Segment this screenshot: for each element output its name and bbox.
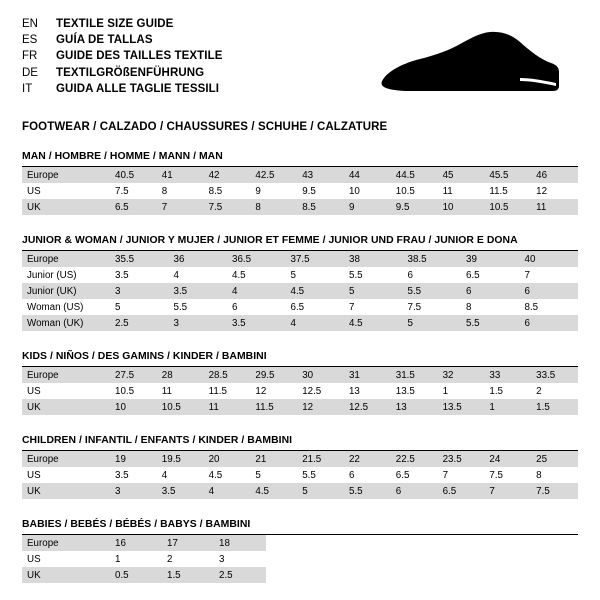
table-row bbox=[22, 283, 578, 299]
row-label: Junior (US) bbox=[22, 267, 110, 283]
cell: 40 bbox=[520, 251, 579, 267]
cell: 8 bbox=[250, 199, 297, 215]
cell: 4.5 bbox=[227, 267, 286, 283]
size-table bbox=[22, 535, 578, 583]
cell: 6 bbox=[461, 283, 520, 299]
cell: 3.5 bbox=[110, 467, 157, 483]
cell: 1 bbox=[484, 399, 531, 415]
size-table bbox=[22, 367, 578, 415]
size-table-babies bbox=[22, 519, 578, 583]
footwear-section-title: FOOTWEAR / CALZADO / CHAUSSURES / SCHUHE / CALZATURE bbox=[22, 121, 388, 133]
dress-shoe-icon bbox=[370, 30, 560, 107]
cell-empty bbox=[474, 567, 526, 583]
cell: 46 bbox=[531, 167, 578, 183]
cell: 1.5 bbox=[531, 399, 578, 415]
table-row bbox=[22, 551, 578, 567]
cell: 38.5 bbox=[403, 251, 462, 267]
cell: 10.5 bbox=[157, 399, 204, 415]
row-label: UK bbox=[22, 199, 110, 215]
cell: 10.5 bbox=[391, 183, 438, 199]
row-label: Europe bbox=[22, 251, 110, 267]
cell: 3 bbox=[110, 483, 157, 499]
table-title: BABIES / BEBÉS / BÉBÉS / BABYS / BAMBINI bbox=[22, 519, 578, 535]
cell-empty bbox=[474, 535, 526, 551]
cell: 9 bbox=[344, 199, 391, 215]
cell: 31.5 bbox=[391, 367, 438, 383]
size-table bbox=[22, 451, 578, 499]
cell: 18 bbox=[214, 535, 266, 551]
cell-empty bbox=[370, 535, 422, 551]
cell-empty bbox=[318, 567, 370, 583]
cell: 6 bbox=[403, 267, 462, 283]
size-table-kids bbox=[22, 351, 578, 415]
cell: 4 bbox=[204, 483, 251, 499]
cell: 45 bbox=[438, 167, 485, 183]
row-label: Europe bbox=[22, 451, 110, 467]
table-row bbox=[22, 299, 578, 315]
size-table bbox=[22, 251, 578, 331]
cell: 6.5 bbox=[391, 467, 438, 483]
cell: 4 bbox=[286, 315, 345, 331]
cell: 11 bbox=[157, 383, 204, 399]
cell: 11.5 bbox=[484, 183, 531, 199]
cell: 11 bbox=[204, 399, 251, 415]
cell: 2.5 bbox=[214, 567, 266, 583]
cell: 4 bbox=[169, 267, 228, 283]
cell: 43 bbox=[297, 167, 344, 183]
cell: 6.5 bbox=[110, 199, 157, 215]
cell: 8.5 bbox=[520, 299, 579, 315]
cell: 5 bbox=[110, 299, 169, 315]
language-title: TEXTILE SIZE GUIDE bbox=[56, 18, 174, 30]
table-row bbox=[22, 535, 578, 551]
cell: 8.5 bbox=[297, 199, 344, 215]
table-row bbox=[22, 483, 578, 499]
language-code: FR bbox=[22, 50, 38, 63]
cell: 3.5 bbox=[169, 283, 228, 299]
cell: 28.5 bbox=[204, 367, 251, 383]
cell: 24 bbox=[484, 451, 531, 467]
cell: 0.5 bbox=[110, 567, 162, 583]
table-row bbox=[22, 167, 578, 183]
cell: 23.5 bbox=[438, 451, 485, 467]
cell: 40.5 bbox=[110, 167, 157, 183]
table-row bbox=[22, 567, 578, 583]
row-label: UK bbox=[22, 483, 110, 499]
cell: 9.5 bbox=[297, 183, 344, 199]
cell: 3 bbox=[169, 315, 228, 331]
cell: 7.5 bbox=[204, 199, 251, 215]
cell-empty bbox=[370, 567, 422, 583]
cell: 4.5 bbox=[204, 467, 251, 483]
cell: 7 bbox=[157, 199, 204, 215]
cell: 20 bbox=[204, 451, 251, 467]
language-title-list bbox=[22, 16, 223, 97]
cell: 3.5 bbox=[227, 315, 286, 331]
cell: 7 bbox=[520, 267, 579, 283]
cell: 13 bbox=[391, 399, 438, 415]
row-label: Europe bbox=[22, 167, 110, 183]
cell: 12 bbox=[531, 183, 578, 199]
table-row bbox=[22, 399, 578, 415]
cell: 28 bbox=[157, 367, 204, 383]
table-title: JUNIOR & WOMAN / JUNIOR Y MUJER / JUNIOR ET FEMME / JUNIOR UND FRAU / JUNIOR E DONA bbox=[22, 235, 578, 251]
cell: 10.5 bbox=[484, 199, 531, 215]
language-row bbox=[22, 16, 223, 32]
cell: 33.5 bbox=[531, 367, 578, 383]
cell: 32 bbox=[438, 367, 485, 383]
language-code: ES bbox=[22, 34, 38, 47]
cell: 11.5 bbox=[204, 383, 251, 399]
cell: 11 bbox=[438, 183, 485, 199]
cell: 11 bbox=[531, 199, 578, 215]
language-title: GUIDA ALLE TAGLIE TESSILI bbox=[56, 82, 220, 95]
table-row bbox=[22, 467, 578, 483]
cell: 22.5 bbox=[391, 451, 438, 467]
cell: 12.5 bbox=[344, 399, 391, 415]
table-row bbox=[22, 367, 578, 383]
cell: 2 bbox=[531, 383, 578, 399]
cell: 1 bbox=[438, 383, 485, 399]
cell: 13 bbox=[344, 383, 391, 399]
cell: 13.5 bbox=[391, 383, 438, 399]
cell: 35.5 bbox=[110, 251, 169, 267]
row-label: Europe bbox=[22, 535, 110, 551]
cell-empty bbox=[422, 535, 474, 551]
cell: 5 bbox=[250, 467, 297, 483]
cell: 7.5 bbox=[531, 483, 578, 499]
document-header bbox=[22, 16, 578, 107]
table-row bbox=[22, 451, 578, 467]
cell: 21.5 bbox=[297, 451, 344, 467]
cell: 8 bbox=[461, 299, 520, 315]
cell: 3 bbox=[110, 283, 169, 299]
row-label: Woman (UK) bbox=[22, 315, 110, 331]
size-table-junior-woman bbox=[22, 235, 578, 331]
language-row bbox=[22, 65, 223, 81]
cell: 4 bbox=[157, 467, 204, 483]
cell: 3.5 bbox=[157, 483, 204, 499]
cell: 5.5 bbox=[344, 267, 403, 283]
cell: 2 bbox=[162, 551, 214, 567]
cell: 29.5 bbox=[250, 367, 297, 383]
cell: 7 bbox=[344, 299, 403, 315]
language-title: GUIDE DES TAILLES TEXTILE bbox=[56, 50, 223, 63]
table-title: MAN / HOMBRE / HOMME / MANN / MAN bbox=[22, 151, 578, 167]
cell-empty bbox=[526, 535, 578, 551]
cell-empty bbox=[526, 551, 578, 567]
cell: 5.5 bbox=[169, 299, 228, 315]
cell-empty bbox=[422, 551, 474, 567]
language-code: IT bbox=[22, 82, 33, 95]
row-label: UK bbox=[22, 567, 110, 583]
cell: 38 bbox=[344, 251, 403, 267]
cell: 33 bbox=[484, 367, 531, 383]
cell: 12 bbox=[297, 399, 344, 415]
cell: 6 bbox=[520, 283, 579, 299]
cell: 16 bbox=[110, 535, 162, 551]
cell: 10 bbox=[344, 183, 391, 199]
cell: 3 bbox=[214, 551, 266, 567]
cell: 10.5 bbox=[110, 383, 157, 399]
cell: 7 bbox=[438, 467, 485, 483]
cell-empty bbox=[266, 567, 318, 583]
size-table bbox=[22, 167, 578, 215]
cell: 8 bbox=[157, 183, 204, 199]
cell: 6 bbox=[391, 483, 438, 499]
cell: 5.5 bbox=[297, 467, 344, 483]
size-table-man bbox=[22, 151, 578, 215]
cell-empty bbox=[370, 551, 422, 567]
cell: 44.5 bbox=[391, 167, 438, 183]
cell: 6 bbox=[227, 299, 286, 315]
cell: 42 bbox=[204, 167, 251, 183]
cell: 42.5 bbox=[250, 167, 297, 183]
cell-empty bbox=[318, 535, 370, 551]
cell-empty bbox=[422, 567, 474, 583]
cell: 41 bbox=[157, 167, 204, 183]
cell: 27.5 bbox=[110, 367, 157, 383]
cell: 5 bbox=[403, 315, 462, 331]
cell: 9.5 bbox=[391, 199, 438, 215]
cell: 10 bbox=[110, 399, 157, 415]
cell: 1.5 bbox=[484, 383, 531, 399]
cell: 6.5 bbox=[461, 267, 520, 283]
cell: 5.5 bbox=[403, 283, 462, 299]
cell: 9 bbox=[250, 183, 297, 199]
cell: 12 bbox=[250, 383, 297, 399]
row-label: Junior (UK) bbox=[22, 283, 110, 299]
cell: 4.5 bbox=[250, 483, 297, 499]
cell: 8.5 bbox=[204, 183, 251, 199]
cell-empty bbox=[474, 551, 526, 567]
cell: 44 bbox=[344, 167, 391, 183]
cell: 31 bbox=[344, 367, 391, 383]
cell-empty bbox=[266, 551, 318, 567]
cell: 5.5 bbox=[461, 315, 520, 331]
row-label: US bbox=[22, 467, 110, 483]
cell: 7.5 bbox=[484, 467, 531, 483]
cell: 5.5 bbox=[344, 483, 391, 499]
cell: 21 bbox=[250, 451, 297, 467]
row-label: US bbox=[22, 383, 110, 399]
language-row bbox=[22, 32, 223, 48]
cell: 7.5 bbox=[110, 183, 157, 199]
cell: 10 bbox=[438, 199, 485, 215]
cell: 2.5 bbox=[110, 315, 169, 331]
row-label: US bbox=[22, 551, 110, 567]
table-row bbox=[22, 183, 578, 199]
language-row bbox=[22, 81, 223, 97]
row-label: Woman (US) bbox=[22, 299, 110, 315]
language-title: TEXTILGRÖßENFÜHRUNG bbox=[56, 66, 205, 79]
size-table-children bbox=[22, 435, 578, 499]
language-code: DE bbox=[22, 66, 38, 79]
cell: 37.5 bbox=[286, 251, 345, 267]
cell: 13.5 bbox=[438, 399, 485, 415]
row-label: Europe bbox=[22, 367, 110, 383]
table-row bbox=[22, 251, 578, 267]
cell: 39 bbox=[461, 251, 520, 267]
cell: 12.5 bbox=[297, 383, 344, 399]
cell: 3.5 bbox=[110, 267, 169, 283]
cell: 4.5 bbox=[344, 315, 403, 331]
cell: 4 bbox=[227, 283, 286, 299]
language-row bbox=[22, 48, 223, 64]
cell: 4.5 bbox=[286, 283, 345, 299]
cell: 36 bbox=[169, 251, 228, 267]
language-code: EN bbox=[22, 18, 38, 30]
row-label: UK bbox=[22, 399, 110, 415]
cell: 19.5 bbox=[157, 451, 204, 467]
table-row bbox=[22, 199, 578, 215]
cell-empty bbox=[526, 567, 578, 583]
cell: 7.5 bbox=[403, 299, 462, 315]
table-row bbox=[22, 315, 578, 331]
cell: 25 bbox=[531, 451, 578, 467]
cell-empty bbox=[318, 551, 370, 567]
table-row bbox=[22, 267, 578, 283]
row-label: US bbox=[22, 183, 110, 199]
cell: 1.5 bbox=[162, 567, 214, 583]
cell: 17 bbox=[162, 535, 214, 551]
table-title: CHILDREN / INFANTIL / ENFANTS / KINDER / BAMBINI bbox=[22, 435, 578, 451]
cell: 1 bbox=[110, 551, 162, 567]
language-title: GUÍA DE TALLAS bbox=[56, 34, 153, 47]
cell: 45.5 bbox=[484, 167, 531, 183]
cell: 7 bbox=[484, 483, 531, 499]
cell: 22 bbox=[344, 451, 391, 467]
cell: 6.5 bbox=[286, 299, 345, 315]
cell: 11.5 bbox=[250, 399, 297, 415]
cell-empty bbox=[266, 535, 318, 551]
cell: 5 bbox=[344, 283, 403, 299]
cell: 6.5 bbox=[438, 483, 485, 499]
table-title: KIDS / NIÑOS / DES GAMINS / KINDER / BAMBINI bbox=[22, 351, 578, 367]
cell: 8 bbox=[531, 467, 578, 483]
table-row bbox=[22, 383, 578, 399]
cell: 30 bbox=[297, 367, 344, 383]
cell: 5 bbox=[286, 267, 345, 283]
cell: 5 bbox=[297, 483, 344, 499]
cell: 6 bbox=[344, 467, 391, 483]
cell: 6 bbox=[520, 315, 579, 331]
cell: 36.5 bbox=[227, 251, 286, 267]
cell: 19 bbox=[110, 451, 157, 467]
